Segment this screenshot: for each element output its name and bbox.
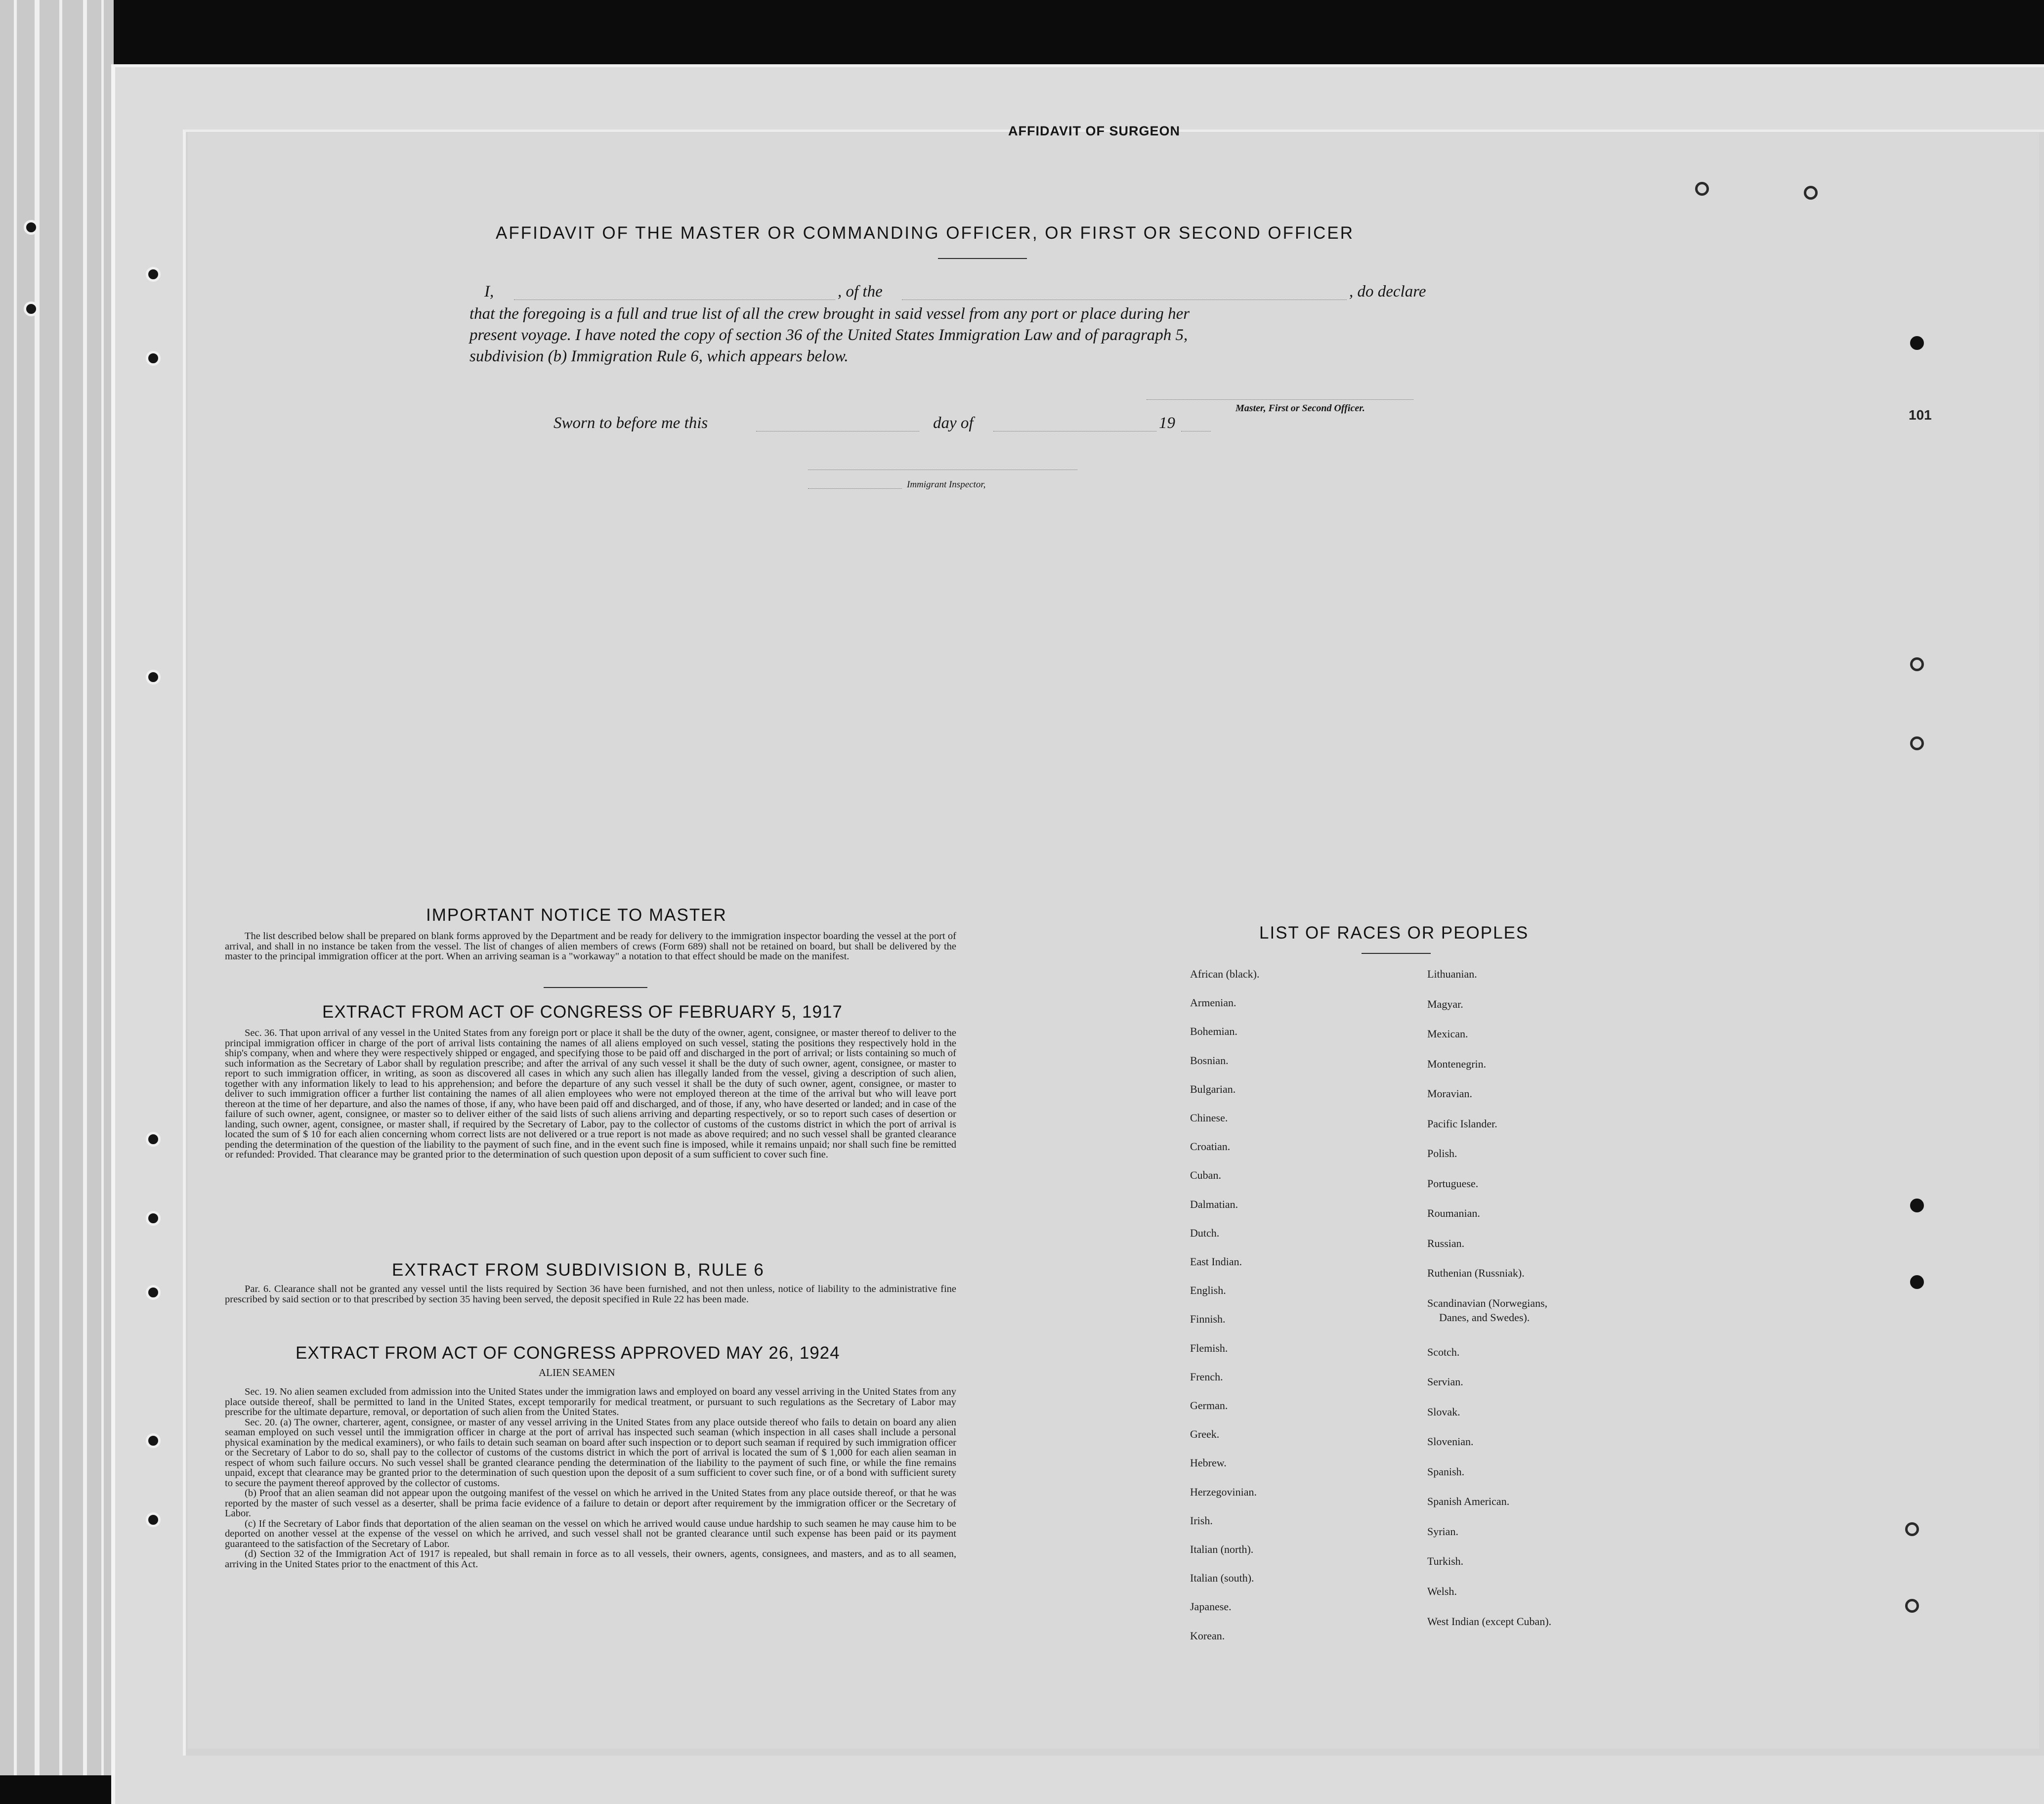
- extract-1924-paragraph: (d) Section 32 of the Immigration Act of 1917 is repealed, but shall remain in force as to all vessels, their owners, agents, consignees, and masters, and as to all seamen, arriving in the United States prior to the enactment of this Act.: [225, 1548, 956, 1570]
- races-left-column: [1190, 968, 1427, 1650]
- race-item: Japanese.: [1190, 1600, 1232, 1613]
- race-item: Slovenian.: [1427, 1435, 1474, 1448]
- master-signature-line: [1147, 399, 1413, 400]
- race-item: Roumanian.: [1427, 1207, 1480, 1220]
- race-item: English.: [1190, 1284, 1226, 1297]
- extract-1917-text: [225, 1028, 956, 1160]
- race-item: Magyar.: [1427, 997, 1463, 1010]
- affidavit-title: AFFIDAVIT OF THE MASTER OR COMMANDING OFFICER, OR FIRST OR SECOND OFFICER: [496, 223, 1355, 243]
- inspector-line-2: [808, 488, 902, 489]
- sworn-year: 19: [1159, 414, 1175, 432]
- binder-hole: [1910, 1275, 1924, 1289]
- race-item: Croatian.: [1190, 1140, 1231, 1153]
- extract-rule6-title: EXTRACT FROM SUBDIVISION B, RULE 6: [392, 1260, 765, 1280]
- race-item: Herzegovinian.: [1190, 1485, 1257, 1498]
- race-item: Russian.: [1427, 1237, 1465, 1249]
- extract-1924-paragraph: Sec. 19. No alien seamen excluded from admission into the United States under the immigration laws and employed on board any vessel arriving in the United States from any place outside thereof, shall be permitted to land in the United States, except temporarily for medical treatment, or pursuant to such regulations as the Secretary of Labor may prescribe for the ultimate departure, removal, or deportation of such alien from the United States.: [225, 1386, 956, 1417]
- affidavit-of-the: , of the: [838, 283, 883, 301]
- top-label: AFFIDAVIT OF SURGEON: [1008, 124, 1180, 138]
- edge-number: 101: [1909, 407, 1932, 423]
- race-item: Montenegrin.: [1427, 1057, 1487, 1070]
- race-item: Spanish American.: [1427, 1495, 1510, 1508]
- race-item: Lithuanian.: [1427, 968, 1477, 980]
- race-item: Slovak.: [1427, 1405, 1460, 1418]
- inspector-label: Immigrant Inspector,: [907, 479, 986, 490]
- binder-hole: [1910, 657, 1924, 671]
- affidavit-i-label: I,: [484, 283, 494, 301]
- race-item: Bosnian.: [1190, 1054, 1229, 1067]
- extract-1924-text: [225, 1387, 956, 1569]
- race-item: Scandinavian (Norwegians,: [1427, 1296, 1548, 1309]
- extract-1917-title: EXTRACT FROM ACT OF CONGRESS OF FEBRUARY 5, 1917: [322, 1002, 843, 1022]
- race-item: West Indian (except Cuban).: [1427, 1615, 1552, 1628]
- race-item: Spanish.: [1427, 1465, 1465, 1478]
- binder-hole: [1910, 736, 1924, 750]
- extract-1924-subtitle: ALIEN SEAMEN: [539, 1367, 615, 1378]
- affidavit-line-3: subdivision (b) Immigration Rule 6, which appears below.: [469, 347, 849, 365]
- extract-1924-paragraph: (c) If the Secretary of Labor finds that deportation of the alien seaman on the vessel on which he arrived would cause undue hardship to such seamen he may cause him to be deported on another vessel at the expense of the vessel on which he arrived, and such vessel shall not be granted clearance until such expense has been paid or its payment guaranteed to the satisfaction of the Secretary of Labor.: [225, 1518, 956, 1549]
- extract-1917-paragraph: Sec. 36. That upon arrival of any vessel in the United States from any foreign port or place it shall be the duty of the owner, agent, consignee, or master thereof to deliver to the principal immigration officer in charge of the port of arrival lists containing the names of all aliens employed on such vessel, stating the positions they respectively hold in the ship's company, when and where they were respectively shipped or engaged, and specifying those to be paid off and discharged in the port of arrival; or lists containing so much of such information as the Secretary of Labor shall by regulation prescribe; and after the arrival of any such vessel it shall be the duty of such owner, agent, consignee, or master to report to such immigration officer, in writing, as soon as discovered all cases in which any such alien has illegally landed from the vessel, giving a description of such alien, together with any information likely to lead to his apprehension; and before the departure of any such vessel it shall be the duty of such owner, agent, consignee, or master to deliver to such immigration officer a further list containing the names of all alien employees who were not employed thereon at the time of the arrival but who will leave port thereon at the time of her departure, and also the names of those, if any, who have been paid off and discharged, and of those, if any, who have deserted or landed; and in case of the failure of such owner, agent, consignee, or master so to deliver either of the said lists of such aliens arriving and departing respectively, or so to report such cases of desertion or landing, such owner, agent, consignee, or master shall, if required by the Secretary of Labor, pay to the collector of customs of the customs district in which the port of arrival is located the sum of $ 10 for each alien concerning whom correct lists are not delivered or a true report is not made as above required; and no such vessel shall be granted clearance pending the determination of the question of the liability to the payment of such fine, and in the event such fine is imposed, while it remains unpaid; nor shall such fine be remitted or refunded: Provided. That clearance may be granted prior to the determination of such question upon deposit of a sum sufficient to cover such fine.: [225, 1028, 956, 1160]
- race-item: Italian (south).: [1190, 1572, 1254, 1585]
- race-item: German.: [1190, 1399, 1228, 1412]
- race-item: Pacific Islander.: [1427, 1117, 1497, 1130]
- race-item: Greek.: [1190, 1428, 1220, 1441]
- sworn-label: Sworn to before me this: [554, 414, 708, 432]
- race-item: Syrian.: [1427, 1525, 1458, 1538]
- extract-1924-paragraph: (b) Proof that an alien seaman did not appear upon the outgoing manifest of the vessel on which he arrived in the United States from any place outside thereof, or that he was reported by the master of such vessel as a deserter, shall be prima facie evidence of a failure to detain or deport after requirement by the immigration officer or the Secretary of Labor.: [225, 1488, 956, 1519]
- binder-hole: [1695, 182, 1709, 196]
- race-item: Dalmatian.: [1190, 1198, 1238, 1210]
- race-item: Irish.: [1190, 1514, 1213, 1527]
- affidavit-line-1: that the foregoing is a full and true list of all the crew brought in said vessel from any port or place during her: [469, 305, 1190, 323]
- binder-hole: [1804, 186, 1818, 200]
- race-item: Flemish.: [1190, 1341, 1228, 1354]
- race-item: Armenian.: [1190, 996, 1236, 1009]
- binder-hole: [146, 267, 161, 282]
- race-item: Danes, and Swedes).: [1439, 1311, 1530, 1324]
- race-item: Cuban.: [1190, 1169, 1221, 1182]
- races-title: LIST OF RACES OR PEOPLES: [1259, 923, 1529, 943]
- race-item: Bulgarian.: [1190, 1082, 1236, 1095]
- extract-1924-paragraph: Sec. 20. (a) The owner, charterer, agent, consignee, or master of any vessel arriving in the United States from any place outside thereof who fails to detain on board any alien seaman employed on such vessel until the immigration officer in charge at the port of arrival has inspected such seaman (which inspection in all cases shall include a personal physical examination by the medical examiners), or who fails to detain such seaman on board after such inspection or to deport such seaman if required by such immigration officer or the Secretary of Labor to do so, shall pay to the collector of customs of the customs district in which the port of arrival is located the sum of $ 1,000 for each alien seaman in respect of whom such failure occurs. No such vessel shall be granted clearance pending the determination of the liability to the payment of such fine, or while the fine remains unpaid, except that clearance may be granted prior to the determination of such question upon the deposit of a sum sufficient to cover such fine, or of a bond with sufficient surety to secure the payment thereof approved by the collector of customs.: [225, 1417, 956, 1489]
- race-item: French.: [1190, 1370, 1223, 1383]
- binder-hole: [146, 1433, 161, 1448]
- race-item: Dutch.: [1190, 1226, 1220, 1239]
- extract-rule6-paragraph: Par. 6. Clearance shall not be granted any vessel until the lists required by Section 36 have been furnished, and not then unless, notice of liability to the administrative fine prescribed by said section or to that prescribed by section 35 having been served, the deposit specified in Rule 22 has been made.: [225, 1284, 956, 1305]
- race-item: East Indian.: [1190, 1255, 1242, 1268]
- binder-hole: [146, 1211, 161, 1226]
- binder-hole: [1905, 1522, 1919, 1536]
- title-rule: [938, 258, 1027, 259]
- race-item: Servian.: [1427, 1375, 1463, 1388]
- race-item: Italian (north).: [1190, 1543, 1254, 1555]
- race-item: Bohemian.: [1190, 1025, 1237, 1038]
- race-item: Finnish.: [1190, 1313, 1226, 1326]
- sworn-day-of: day of: [933, 414, 974, 432]
- notice-paragraph: The list described below shall be prepared on blank forms approved by the Department and be ready for delivery to the immigration inspector boarding the vessel at the port of arrival, and shall in no instance be taken from the vessel. The list of changes of alien members of crews (Form 689) shall not be retained on board, but shall be delivered by the master to the principal immigration officer at the port. When an arriving seaman is a "workaway" a notation to that effect should be made on the manifest.: [225, 931, 956, 962]
- race-item: Ruthenian (Russniak).: [1427, 1267, 1525, 1280]
- races-rule: [1362, 953, 1431, 954]
- race-item: Welsh.: [1427, 1585, 1457, 1597]
- race-item: Polish.: [1427, 1147, 1457, 1160]
- binder-hole: [146, 1285, 161, 1300]
- binder-hole: [24, 220, 39, 235]
- race-item: Portuguese.: [1427, 1177, 1479, 1190]
- notice-rule: [544, 987, 647, 988]
- extract-rule6-text: [225, 1284, 956, 1304]
- race-item: African (black).: [1190, 968, 1260, 980]
- race-item: Korean.: [1190, 1629, 1225, 1642]
- notice-title: IMPORTANT NOTICE TO MASTER: [426, 905, 727, 925]
- binder-hole: [1905, 1599, 1919, 1613]
- affidavit-line-2: present voyage. I have noted the copy of section 36 of the United States Immigration Law and of paragraph 5,: [469, 326, 1188, 344]
- binder-hole: [146, 1512, 161, 1527]
- race-item: Moravian.: [1427, 1087, 1473, 1100]
- binder-hole: [146, 670, 161, 685]
- race-item: Hebrew.: [1190, 1457, 1227, 1469]
- race-item: Mexican.: [1427, 1028, 1468, 1040]
- binder-hole: [146, 351, 161, 366]
- race-item: Scotch.: [1427, 1345, 1460, 1358]
- extract-1924-title: EXTRACT FROM ACT OF CONGRESS APPROVED MAY 26, 1924: [296, 1343, 840, 1363]
- race-item: Turkish.: [1427, 1555, 1464, 1568]
- race-item: Chinese.: [1190, 1112, 1228, 1124]
- binder-hole: [1910, 1199, 1924, 1212]
- binder-hole: [1910, 336, 1924, 350]
- races-right-column: [1427, 968, 1734, 1650]
- binder-hole: [24, 301, 39, 316]
- affidavit-do-declare: , do declare: [1349, 283, 1426, 301]
- notice-text: [225, 931, 956, 962]
- binder-edge: [0, 0, 114, 1775]
- binder-hole: [146, 1132, 161, 1147]
- master-signature-label: Master, First or Second Officer.: [1235, 403, 1365, 414]
